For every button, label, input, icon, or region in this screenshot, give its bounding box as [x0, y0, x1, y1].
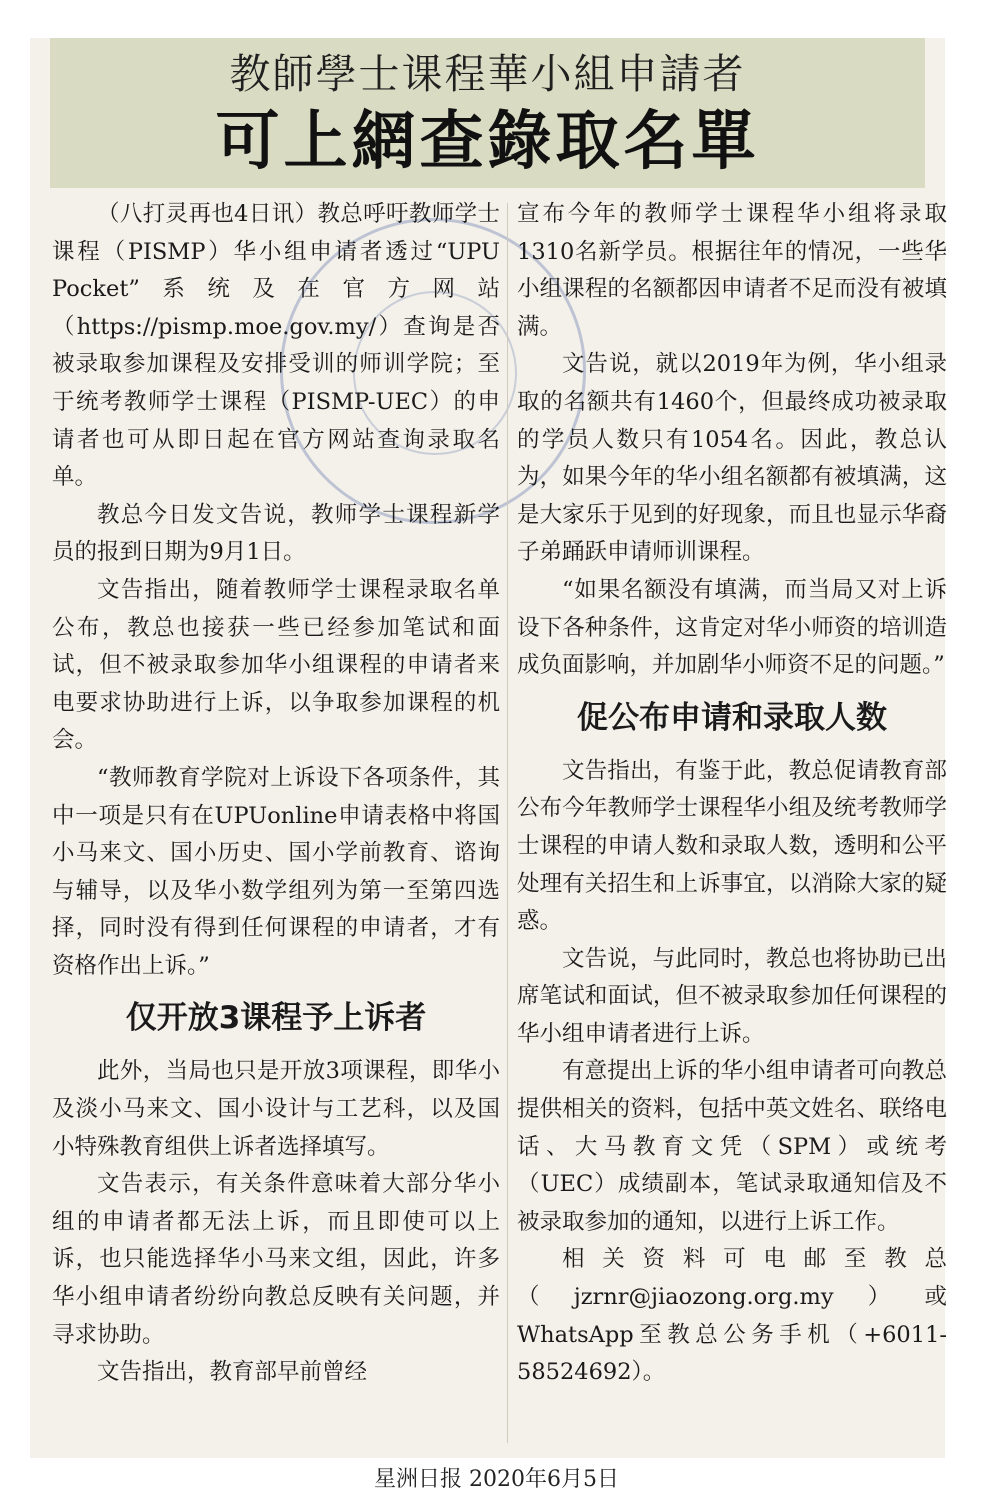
paragraph: 相关资料可电邮至教总（jzrnr@jiaozong.org.my）或WhatsApp至教总公务手机（+6011-58524692）。 — [517, 1246, 947, 1386]
paragraph: 教总今日发文告说，教师学士课程新学员的报到日期为9月1日。 — [52, 501, 500, 566]
newspaper-clipping — [30, 38, 945, 1458]
paragraph: 文告说，与此同时，教总也将协助已出席笔试和面试，但不被录取参加任何课程的华小组申请者进行上诉。 — [517, 945, 947, 1047]
paragraph: 此外，当局也只是开放3项课程，即华小及淡小马来文、国小设计与工艺科，以及国小特殊教育组供上诉者选择填写。 — [52, 1058, 500, 1160]
article-right-column — [517, 196, 947, 1392]
paragraph: 有意提出上诉的华小组申请者可向教总提供相关的资料，包括中英文姓名、联络电话、大马教育文凭（SPM）或统考（UEC）成绩副本，笔试录取通知信及不被录取参加的通知，以进行上诉工作。 — [517, 1058, 947, 1235]
headline-band — [50, 38, 925, 188]
paragraph: （八打灵再也4日讯）教总呼吁教师学士课程（PISMP）华小组申请者透过“UPU Pocket”系统及在官方网站（https://pismp.moe.gov.my/）查询是否被录取参加课程及安排受训的师训学院；至于统考教师学士课程（PISMP-UEC）的申请者也可从即日起在官方网站查询录取名单。 — [52, 201, 500, 491]
column-divider — [507, 203, 508, 1443]
section-heading: 促公布申请和录取人数 — [577, 699, 887, 736]
section-heading: 仅开放3课程予上诉者 — [125, 1000, 427, 1037]
article-left-column — [52, 196, 500, 1392]
paragraph: 文告指出，教育部早前曾经 — [97, 1359, 368, 1386]
paragraph: 文告表示，有关条件意味着大部分华小组的申请者都无法上诉，而且即使可以上诉，也只能选择华小马来文组，因此，许多华小组申请者纷纷向教总反映有关问题，并寻求协助。 — [52, 1171, 500, 1348]
paragraph: 文告说，就以2019年为例，华小组录取的名额共有1460个，但最终成功被录取的学员人数只有1054名。因此，教总认为，如果今年的华小组名额都有被填满，这是大家乐于见到的好现象，而且也显示华裔子弟踊跃申请师训课程。 — [517, 351, 947, 566]
headline-subtitle: 教師學士课程華小組申請者 — [229, 50, 746, 98]
paragraph: 文告指出，有鉴于此，教总促请教育部公布今年教师学士课程华小组及统考教师学士课程的申请人数和录取人数，透明和公平处理有关招生和上诉事宜，以消除大家的疑惑。 — [517, 757, 947, 935]
paragraph: “如果名额没有填满，而当局又对上诉设下各种条件，这肯定对华小师资的培训造成负面影响，并加剧华小师资不足的问题。” — [517, 576, 947, 679]
paragraph: 宣布今年的教师学士课程华小组将录取1310名新学员。根据往年的情况，一些华小组课程的名额都因申请者不足而没有被填满。 — [517, 201, 947, 340]
source-caption: 星洲日报 2020年6月5日 — [374, 1467, 619, 1492]
paragraph: “教师教育学院对上诉设下各项条件，其中一项是只有在UPUonline申请表格中将国小马来文、国小历史、国小学前教育、谘询与辅导，以及华小数学组列为第一至第四选择，同时没有得到任何课程的申请者，才有资格作出上诉。” — [52, 764, 500, 979]
paragraph: 文告指出，随着教师学士课程录取名单公布，教总也接获一些已经参加笔试和面试，但不被录取参加华小组课程的申请者来电要求协助进行上诉，以争取参加课程的机会。 — [52, 576, 500, 754]
headline-title: 可上網查錄取名單 — [215, 105, 760, 179]
